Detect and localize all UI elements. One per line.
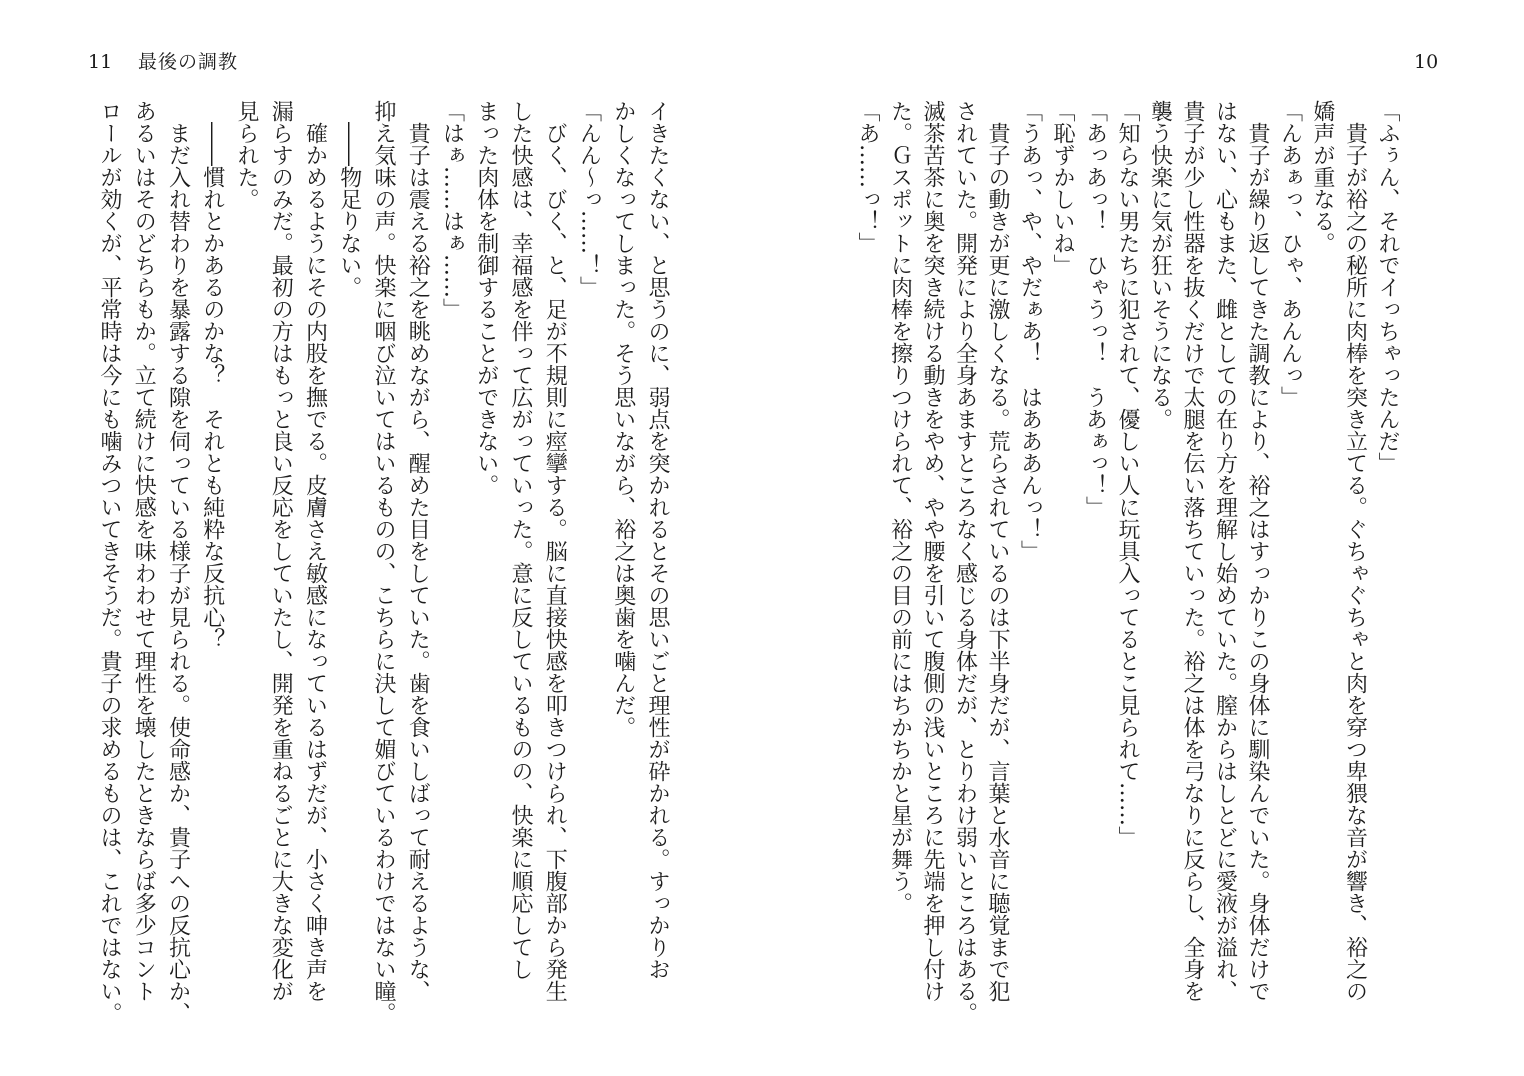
text-line: ロールが効くが、平常時は今にも噛みついてきそうだ。貴子の求めるものは、これではない。 (97, 100, 122, 1024)
text-line: した快感は、幸福感を伴って広がっていった。意に反しているものの、快楽に順応してし (508, 100, 533, 980)
chapter-title: 最後の調教 (138, 51, 239, 73)
text-line: かしくなってしまった。そう思いながら、裕之は奥歯を噛んだ。 (610, 100, 636, 738)
text-line: 「うあっ、や、やだぁあ！ はあああんっ！」 (1017, 100, 1043, 562)
left-page-body (92, 100, 674, 1024)
text-line: びく、びく、と、足が不規則に痙攣する。脳に直接快感を叩きつけられ、下腹部から発生 (542, 100, 568, 1002)
text-line: 滅茶苦茶に奥を突き続ける動きをやめ、やや腰を引いて腹側の浅いところに先端を押し付け (920, 100, 945, 1002)
text-line: 抑え気味の声。快楽に咽び泣いてはいるものの、こちらに決して媚びているわけではない瞳。 (371, 100, 396, 1024)
text-line: ――慣れとかあるのかな？ それとも純粋な反抗心？ (199, 100, 225, 650)
text-line: まだ入れ替わりを暴露する隙を伺っている様子が見られる。使命感か、貴子への反抗心か、 (165, 100, 191, 1024)
text-line: ――物足りない。 (336, 100, 362, 298)
text-line: 見られた。 (234, 100, 259, 210)
text-line: 襲う快楽に気が狂いそうになる。 (1147, 100, 1173, 430)
text-line: 確かめるようにその内股を撫でる。皮膚さえ敏感になっているはずだが、小さく呻き声を (302, 100, 328, 1002)
text-line: 「はぁ……はぁ……」 (439, 100, 465, 320)
text-line: 「恥ずかしいね」 (1050, 100, 1075, 276)
text-line: 「あっあっ！ ひゃうっ！ うあぁっ！」 (1082, 100, 1108, 518)
text-line: あるいはそのどちらもか。立て続けに快感を味わわせて理性を壊したときならば多少コント (131, 100, 157, 1002)
text-line: 「知らない男たちに犯されて、優しい人に玩具入ってるとこ見られて……」 (1115, 100, 1140, 848)
text-line: まった肉体を制御することができない。 (473, 100, 499, 496)
text-line: 「んん～っ……！」 (576, 100, 602, 298)
text-line: 嬌声が重なる。 (1310, 100, 1335, 254)
text-line: 貴子の動きが更に激しくなる。荒らされているのは下半身だが、言葉と水音に聴覚まで犯 (985, 100, 1010, 1002)
left-page-number: 11 (88, 51, 113, 73)
text-line: 貴子は震える裕之を眺めながら、醒めた目をしていた。歯を食いしばって耐えるような、 (405, 100, 431, 1002)
text-line: た。Ｇスポットに肉棒を擦りつけられて、裕之の目の前にはちかちかと星が舞う。 (887, 100, 913, 914)
text-line: はない、心もまた、雌としての在り方を理解し始めていた。膣からはしとどに愛液が溢れ、 (1212, 100, 1238, 1002)
text-line: 「んあぁっ、ひゃ、あんんっ」 (1277, 100, 1303, 408)
text-line: 貴子が少し性器を抜くだけで太腿を伝い落ちていった。裕之は体を弓なりに反らし、全身を (1180, 100, 1205, 1002)
text-line: 貴子が繰り返してきた調教により、裕之はすっかりこの身体に馴染んでいた。身体だけで (1245, 100, 1270, 1002)
text-line: 「ふぅん、それでイっちゃったんだ」 (1375, 100, 1400, 474)
text-line: 貴子が裕之の秘所に肉棒を突き立てる。ぐちゃぐちゃと肉を穿つ卑猥な音が響き、裕之の (1342, 100, 1368, 1002)
text-line: 漏らすのみだ。最初の方はもっと良い反応をしていたし、開発を重ねるごとに大きな変化が (268, 100, 294, 1002)
text-line: 「あ……っ！」 (855, 100, 880, 254)
text-line: されていた。開発により全身あますところなく感じる身体だが、とりわけ弱いところはある。 (952, 100, 978, 1024)
right-page-number: 10 (1414, 51, 1439, 73)
right-page-body (851, 100, 1404, 1024)
text-line: イきたくない、と思うのに、弱点を突かれるとその思いごと理性が砕かれる。すっかりお (645, 100, 670, 980)
